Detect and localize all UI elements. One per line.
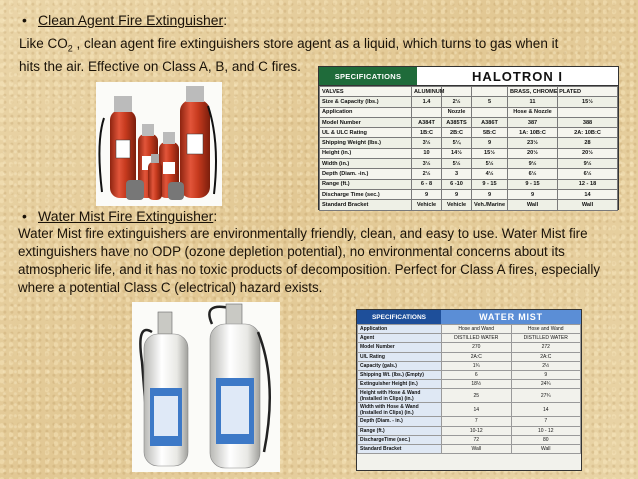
table-cell: 10 - 12 bbox=[511, 426, 581, 435]
specifications-label: SPECIFICATIONS bbox=[357, 310, 441, 324]
table-cell: 387 bbox=[508, 117, 558, 127]
heading-colon: : bbox=[223, 12, 228, 28]
table-cell: 72 bbox=[442, 435, 512, 444]
table-cell: 6½ bbox=[558, 169, 618, 179]
table-cell: Wall bbox=[558, 200, 618, 210]
desc-text: , clean agent fire extinguishers store agent as a liquid, which turns to gas when it bbox=[72, 36, 559, 51]
table-cell: Nozzle bbox=[442, 107, 472, 117]
table-cell: 14½ bbox=[442, 148, 472, 158]
table-cell: 2½ bbox=[442, 97, 472, 107]
table-cell: 25 bbox=[442, 389, 512, 403]
table-cell: 5 bbox=[472, 97, 508, 107]
table-row bbox=[358, 325, 581, 334]
table-cell: 14 bbox=[511, 403, 581, 417]
row-label: Extinguisher Height (in.) bbox=[358, 380, 442, 389]
table-row bbox=[320, 117, 618, 127]
bullet-dot: • bbox=[22, 12, 27, 28]
row-label: Model Number bbox=[320, 117, 412, 127]
table-row bbox=[320, 97, 618, 107]
table-cell: 2B:C bbox=[442, 128, 472, 138]
table-cell: 4½ bbox=[472, 169, 508, 179]
table-row bbox=[320, 179, 618, 189]
table-cell: 1B:C bbox=[412, 128, 442, 138]
table-row bbox=[358, 334, 581, 343]
desc-text: hits the air. Effective on Class A, B, and C fires. bbox=[19, 58, 301, 74]
table-cell: 18½ bbox=[442, 380, 512, 389]
desc-text: Like CO bbox=[19, 36, 68, 51]
table-cell: 3½ bbox=[412, 138, 442, 148]
table-cell: ALUMINUM bbox=[412, 87, 442, 97]
row-label: Capacity (gals.) bbox=[358, 361, 442, 370]
water-mist-spec-table bbox=[356, 309, 582, 471]
table-cell: 11 bbox=[508, 97, 558, 107]
table-cell: 20½ bbox=[508, 148, 558, 158]
table-cell: 15½ bbox=[472, 148, 508, 158]
water-mist-extinguishers-image bbox=[132, 302, 280, 472]
table-row bbox=[320, 189, 618, 199]
table-cell: 14 bbox=[558, 189, 618, 199]
row-label: Height (in.) bbox=[320, 148, 412, 158]
row-label: UL & ULC Rating bbox=[320, 128, 412, 138]
row-label: Agent bbox=[358, 334, 442, 343]
table-cell: DISTILLED WATER bbox=[511, 334, 581, 343]
water-mist-description: Water Mist fire extinguishers are environmentally friendly, clean, and easy to use. Water Mist fire extinguishers have no ODP (ozone depletion potential), no environmental concerns about its atmospheric life, and it has no toxic products of decomposition. Perfect for Class A fires, especially where a potential Class C (electrical) hazard exists. bbox=[18, 226, 601, 295]
clean-agent-title: Clean Agent Fire Extinguisher bbox=[38, 12, 224, 28]
table-cell: 20½ bbox=[558, 148, 618, 158]
table-cell: 9 bbox=[412, 189, 442, 199]
table-cell: 6 -10 bbox=[442, 179, 472, 189]
table-cell: 6 bbox=[442, 370, 512, 379]
table-cell: 80 bbox=[511, 435, 581, 444]
table-cell: Wall bbox=[442, 444, 512, 453]
table-cell: Vehicle bbox=[442, 200, 472, 210]
clean-agent-heading bbox=[22, 12, 227, 28]
halotron-table bbox=[319, 86, 618, 211]
table-cell: 6 - 8 bbox=[412, 179, 442, 189]
row-label: Application bbox=[320, 107, 412, 117]
table-cell: 272 bbox=[511, 343, 581, 352]
row-label: Model Number bbox=[358, 343, 442, 352]
table-cell: 388 bbox=[558, 117, 618, 127]
table-cell: 9 bbox=[508, 189, 558, 199]
table-cell: 270 bbox=[442, 343, 512, 352]
table-cell: 5B:C bbox=[472, 128, 508, 138]
table-cell: DISTILLED WATER bbox=[442, 334, 512, 343]
row-label: DischargeTime (sec.) bbox=[358, 435, 442, 444]
table-row bbox=[320, 159, 618, 169]
co2-subscript: 2 bbox=[67, 43, 73, 54]
table-cell: 28 bbox=[558, 138, 618, 148]
table-row bbox=[320, 128, 618, 138]
table-cell bbox=[558, 107, 618, 117]
table-row bbox=[320, 107, 618, 117]
specifications-label: SPECIFICATIONS bbox=[319, 67, 417, 85]
row-label: Standard Bracket bbox=[358, 444, 442, 453]
bullet-dot: • bbox=[22, 208, 27, 224]
table-cell: 1A: 10B:C bbox=[508, 128, 558, 138]
table-cell: A385TS bbox=[442, 117, 472, 127]
halotron-extinguishers-image bbox=[96, 82, 222, 206]
row-label: Discharge Time (sec.) bbox=[320, 189, 412, 199]
table-cell: 5¼ bbox=[442, 138, 472, 148]
row-label: Size & Capacity (lbs.) bbox=[320, 97, 412, 107]
table-cell: Wall bbox=[508, 200, 558, 210]
table-cell: BRASS, CHROME PLATED bbox=[508, 87, 558, 97]
table-cell: 3 bbox=[442, 169, 472, 179]
table-cell: 5½ bbox=[442, 159, 472, 169]
row-label: Standard Bracket bbox=[320, 200, 412, 210]
table-row bbox=[320, 148, 618, 158]
table-cell: 2½ bbox=[511, 361, 581, 370]
table-cell: 9 bbox=[442, 189, 472, 199]
table-cell: 2A:C bbox=[511, 352, 581, 361]
table-cell: 14 bbox=[442, 403, 512, 417]
water-mist-table-header bbox=[357, 310, 581, 324]
table-row bbox=[358, 417, 581, 426]
table-cell: 10-12 bbox=[442, 426, 512, 435]
row-label: Range (ft.) bbox=[320, 179, 412, 189]
table-row bbox=[358, 444, 581, 453]
table-cell: 2A: 10B:C bbox=[558, 128, 618, 138]
table-cell: 9 bbox=[472, 189, 508, 199]
table-cell: Veh./Marine bbox=[472, 200, 508, 210]
table-cell: 27¾ bbox=[511, 389, 581, 403]
table-cell: A384T bbox=[412, 117, 442, 127]
table-cell: 10 bbox=[412, 148, 442, 158]
halotron-table-header bbox=[319, 67, 618, 86]
table-cell: 9½ bbox=[508, 159, 558, 169]
water-mist-title: WATER MIST bbox=[441, 310, 581, 324]
table-row bbox=[358, 389, 581, 403]
table-row bbox=[358, 343, 581, 352]
table-cell: 9 bbox=[511, 370, 581, 379]
table-cell: 7 bbox=[511, 417, 581, 426]
water-mist-title: Water Mist Fire Extinguisher bbox=[38, 208, 214, 224]
row-label: Height with Hose & Wand (Installed in Clips) (in.) bbox=[358, 389, 442, 403]
table-cell: 5½ bbox=[472, 159, 508, 169]
table-cell: 12 - 18 bbox=[558, 179, 618, 189]
table-cell: 9 - 15 bbox=[508, 179, 558, 189]
table-cell: 2A:C bbox=[442, 352, 512, 361]
table-cell: Vehicle bbox=[412, 200, 442, 210]
table-cell: 7 bbox=[442, 417, 512, 426]
table-row bbox=[358, 370, 581, 379]
table-cell bbox=[472, 87, 508, 97]
water-mist-table bbox=[357, 324, 581, 454]
table-cell: 15½ bbox=[558, 97, 618, 107]
table-cell bbox=[442, 87, 472, 97]
table-cell: 9 - 15 bbox=[472, 179, 508, 189]
row-label: Range (ft.) bbox=[358, 426, 442, 435]
row-label: Width with Hose & Wand (Installed in Clips) (in.) bbox=[358, 403, 442, 417]
table-row bbox=[320, 169, 618, 179]
table-row bbox=[358, 380, 581, 389]
row-label: VALVES bbox=[320, 87, 412, 97]
row-label: Shipping Weight (lbs.) bbox=[320, 138, 412, 148]
table-cell: 2½ bbox=[412, 169, 442, 179]
table-row bbox=[320, 200, 618, 210]
table-row bbox=[320, 87, 618, 97]
table-cell: Hose and Wand bbox=[511, 325, 581, 334]
table-cell: Hose & Nozzle bbox=[508, 107, 558, 117]
table-cell: 3½ bbox=[412, 159, 442, 169]
table-cell: 1¾ bbox=[442, 361, 512, 370]
row-label: Shipping Wt. (lbs.) (Empty) bbox=[358, 370, 442, 379]
table-row bbox=[358, 435, 581, 444]
table-row bbox=[358, 361, 581, 370]
table-cell bbox=[472, 107, 508, 117]
row-label: Width (in.) bbox=[320, 159, 412, 169]
table-cell: A386T bbox=[472, 117, 508, 127]
table-cell: 6½ bbox=[508, 169, 558, 179]
water-mist-heading bbox=[22, 208, 217, 224]
table-cell: 23½ bbox=[508, 138, 558, 148]
table-cell: Hose and Wand bbox=[442, 325, 512, 334]
table-cell: 9½ bbox=[558, 159, 618, 169]
halotron-title: HALOTRON I bbox=[417, 67, 618, 85]
table-row bbox=[358, 352, 581, 361]
row-label: Application bbox=[358, 325, 442, 334]
halotron-spec-table bbox=[318, 66, 619, 210]
table-row bbox=[358, 426, 581, 435]
table-cell: 9 bbox=[472, 138, 508, 148]
row-label: Depth (Diam. - in.) bbox=[358, 417, 442, 426]
table-cell: 1.4 bbox=[412, 97, 442, 107]
table-cell bbox=[412, 107, 442, 117]
row-label: Depth (Diam. -in.) bbox=[320, 169, 412, 179]
table-row bbox=[358, 403, 581, 417]
table-cell: 24¾ bbox=[511, 380, 581, 389]
table-cell: Wall bbox=[511, 444, 581, 453]
table-row bbox=[320, 138, 618, 148]
row-label: U/L Rating bbox=[358, 352, 442, 361]
heading-colon: : bbox=[213, 208, 218, 224]
